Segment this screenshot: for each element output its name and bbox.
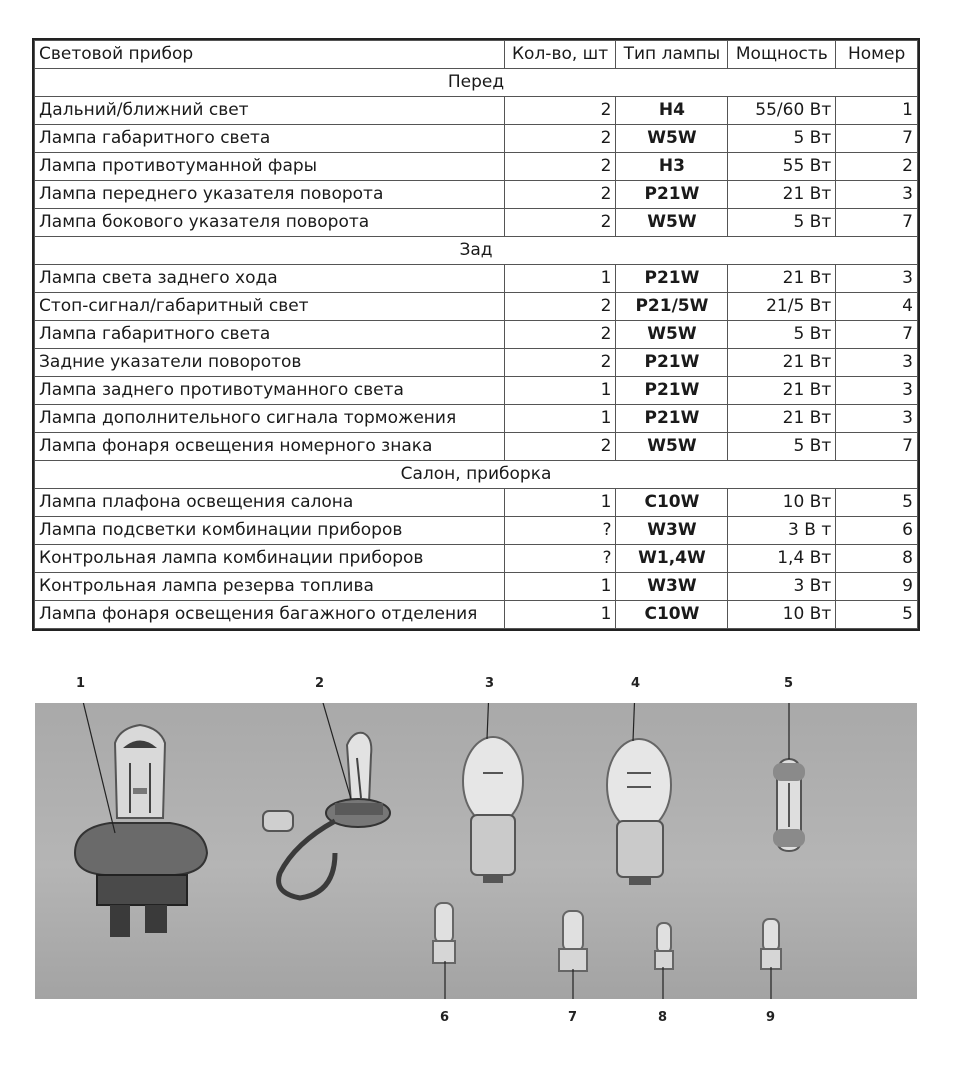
power-cell: 5 Вт [728, 209, 836, 237]
qty-cell: 2 [504, 349, 616, 377]
qty-cell: 2 [504, 125, 616, 153]
power-cell: 5 Вт [728, 125, 836, 153]
device-cell: Дальний/ближний свет [35, 97, 505, 125]
power-cell: 21 Вт [728, 181, 836, 209]
table-row [35, 489, 918, 517]
device-cell: Лампа габаритного света [35, 125, 505, 153]
device-cell: Лампа плафона освещения салона [35, 489, 505, 517]
power-cell: 10 Вт [728, 489, 836, 517]
number-cell: 8 [836, 545, 918, 573]
qty-cell: 1 [504, 489, 616, 517]
bulb-label-9: 9 [766, 1010, 776, 1025]
qty-cell: 2 [504, 181, 616, 209]
device-cell: Лампа дополнительного сигнала торможения [35, 405, 505, 433]
qty-cell: 1 [504, 377, 616, 405]
lamp-type-cell: H4 [616, 97, 728, 125]
section-row [35, 69, 918, 97]
qty-cell: 1 [504, 601, 616, 629]
bulb-w3w-image-6 [433, 903, 455, 963]
lamp-type-cell: P21W [616, 377, 728, 405]
qty-cell: 1 [504, 405, 616, 433]
lamp-type-cell: P21W [616, 181, 728, 209]
table-row [35, 153, 918, 181]
bulb-label-1: 1 [76, 676, 86, 691]
table-row [35, 517, 918, 545]
number-cell: 7 [836, 321, 918, 349]
bulb-w3w-image-9 [761, 919, 781, 969]
lamp-type-cell: W1,4W [616, 545, 728, 573]
qty-cell: 2 [504, 433, 616, 461]
qty-cell: 1 [504, 573, 616, 601]
lamp-type-cell: W5W [616, 125, 728, 153]
power-cell: 21 Вт [728, 377, 836, 405]
table-row [35, 293, 918, 321]
device-cell: Лампа переднего указателя поворота [35, 181, 505, 209]
lamp-type-cell: W5W [616, 209, 728, 237]
power-cell: 21 Вт [728, 265, 836, 293]
header-number: Номер [836, 41, 918, 69]
table-row [35, 265, 918, 293]
lamp-table [34, 40, 918, 629]
bulb-w5w-image-7 [559, 911, 587, 971]
bulbs-photo [35, 703, 917, 999]
device-cell: Стоп-сигнал/габаритный свет [35, 293, 505, 321]
table-row [35, 601, 918, 629]
power-cell: 5 Вт [728, 321, 836, 349]
lamp-type-cell: P21W [616, 265, 728, 293]
number-cell: 2 [836, 153, 918, 181]
lamp-type-cell: P21W [616, 405, 728, 433]
number-cell: 6 [836, 517, 918, 545]
table-row [35, 321, 918, 349]
number-cell: 5 [836, 489, 918, 517]
device-cell: Лампа фонаря освещения номерного знака [35, 433, 505, 461]
table-row [35, 545, 918, 573]
number-cell: 3 [836, 405, 918, 433]
lamp-type-cell: H3 [616, 153, 728, 181]
table-row [35, 97, 918, 125]
bulb-label-3: 3 [485, 676, 495, 691]
bulb-label-6: 6 [440, 1010, 450, 1025]
number-cell: 7 [836, 209, 918, 237]
device-cell: Задние указатели поворотов [35, 349, 505, 377]
lamp-type-cell: W5W [616, 433, 728, 461]
bulb-label-7: 7 [568, 1010, 578, 1025]
bulb-c10w-image [773, 759, 805, 851]
device-cell: Лампа заднего противотуманного света [35, 377, 505, 405]
device-cell: Лампа подсветки комбинации приборов [35, 517, 505, 545]
qty-cell: ? [504, 545, 616, 573]
number-cell: 1 [836, 97, 918, 125]
bulb-h3-image [263, 733, 390, 898]
power-cell: 10 Вт [728, 601, 836, 629]
bulb-label-8: 8 [658, 1010, 668, 1025]
bulb-p21-5w-image [607, 739, 671, 885]
section-title: Перед [35, 69, 918, 97]
device-cell: Лампа бокового указателя поворота [35, 209, 505, 237]
lamp-type-cell: C10W [616, 601, 728, 629]
header-type: Тип лампы [616, 41, 728, 69]
qty-cell: ? [504, 517, 616, 545]
qty-cell: 1 [504, 265, 616, 293]
table-row [35, 405, 918, 433]
power-cell: 21 Вт [728, 349, 836, 377]
table-row [35, 209, 918, 237]
qty-cell: 2 [504, 293, 616, 321]
table-row [35, 573, 918, 601]
lamp-type-cell: P21W [616, 349, 728, 377]
table-row [35, 125, 918, 153]
power-cell: 3 Вт [728, 573, 836, 601]
power-cell: 1,4 Вт [728, 545, 836, 573]
qty-cell: 2 [504, 153, 616, 181]
bulb-label-2: 2 [315, 676, 325, 691]
device-cell: Контрольная лампа резерва топлива [35, 573, 505, 601]
header-power: Мощность [728, 41, 836, 69]
table-row [35, 181, 918, 209]
section-title: Зад [35, 237, 918, 265]
table-row [35, 433, 918, 461]
device-cell: Лампа фонаря освещения багажного отделения [35, 601, 505, 629]
qty-cell: 2 [504, 97, 616, 125]
number-cell: 3 [836, 349, 918, 377]
header-device: Световой прибор [35, 41, 505, 69]
number-cell: 4 [836, 293, 918, 321]
bulb-label-4: 4 [631, 676, 641, 691]
table-row [35, 377, 918, 405]
number-cell: 9 [836, 573, 918, 601]
power-cell: 21 Вт [728, 405, 836, 433]
device-cell: Лампа габаритного света [35, 321, 505, 349]
bulbs-illustration [35, 703, 917, 999]
device-cell: Контрольная лампа комбинации приборов [35, 545, 505, 573]
device-cell: Лампа света заднего хода [35, 265, 505, 293]
header-qty: Кол-во, шт [504, 41, 616, 69]
qty-cell: 2 [504, 321, 616, 349]
lamp-type-cell: W3W [616, 573, 728, 601]
bulb-label-5: 5 [784, 676, 794, 691]
device-cell: Лампа противотуманной фары [35, 153, 505, 181]
lamp-type-cell: P21/5W [616, 293, 728, 321]
power-cell: 55/60 Вт [728, 97, 836, 125]
section-title: Салон, приборка [35, 461, 918, 489]
number-cell: 7 [836, 433, 918, 461]
number-cell: 7 [836, 125, 918, 153]
power-cell: 21/5 Вт [728, 293, 836, 321]
number-cell: 5 [836, 601, 918, 629]
number-cell: 3 [836, 265, 918, 293]
section-row [35, 237, 918, 265]
table-row [35, 349, 918, 377]
bulb-h4-image [75, 725, 207, 937]
power-cell: 55 Вт [728, 153, 836, 181]
section-row [35, 461, 918, 489]
number-cell: 3 [836, 181, 918, 209]
bulb-p21w-image [463, 737, 523, 883]
lamp-type-cell: W5W [616, 321, 728, 349]
table-header-row [35, 41, 918, 69]
bulb-w1-4w-image-8 [655, 923, 673, 969]
power-cell: 3 В т [728, 517, 836, 545]
number-cell: 3 [836, 377, 918, 405]
lamp-type-cell: C10W [616, 489, 728, 517]
qty-cell: 2 [504, 209, 616, 237]
table-body [35, 69, 918, 629]
power-cell: 5 Вт [728, 433, 836, 461]
lamp-type-cell: W3W [616, 517, 728, 545]
